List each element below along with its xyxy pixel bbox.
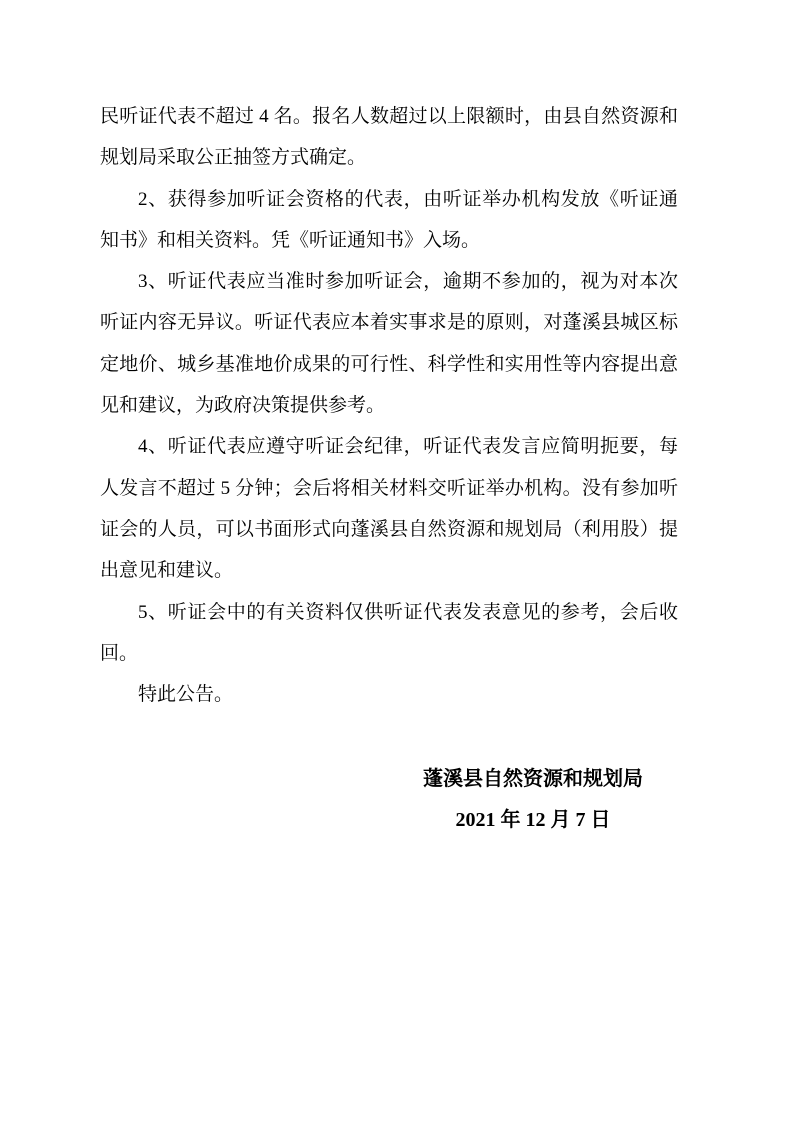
signature-block [423, 759, 643, 842]
document-line: 证会的人员，可以书面形式向蓬溪县自然资源和规划局（利用股）提 [100, 518, 678, 540]
document-line: 规划局采取公正抽签方式确定。 [100, 147, 367, 169]
document-line: 出意见和建议。 [100, 560, 234, 582]
document-line: 民听证代表不超过 4 名。报名人数超过以上限额时，由县自然资源和 [100, 106, 678, 127]
document-line: 听证内容无异议。听证代表应本着实事求是的原则，对蓬溪县城区标 [100, 312, 678, 334]
document-line: 5、听证会中的有关资料仅供听证代表发表意见的参考，会后收 [138, 601, 678, 623]
signature-org: 蓬溪县自然资源和规划局 [423, 768, 643, 790]
document-line: 人发言不超过 5 分钟；会后将相关材料交听证举办机构。没有参加听 [100, 477, 678, 499]
document-line: 2、获得参加听证会资格的代表，由听证举办机构发放《听证通 [138, 188, 678, 210]
signature-date: 2021 年 12 月 7 日 [455, 809, 611, 832]
document-body [100, 96, 678, 715]
document-line: 知书》和相关资料。凭《听证通知书》入场。 [100, 229, 481, 251]
document-line: 4、听证代表应遵守听证会纪律，听证代表发言应简明扼要，每 [138, 436, 678, 458]
document-line: 特此公告。 [138, 684, 234, 706]
document-line: 3、听证代表应当准时参加听证会，逾期不参加的，视为对本次 [138, 271, 678, 293]
document-line: 见和建议，为政府决策提供参考。 [100, 395, 386, 417]
document-line: 回。 [100, 642, 139, 664]
document-line: 定地价、城乡基准地价成果的可行性、科学性和实用性等内容提出意 [100, 353, 678, 375]
